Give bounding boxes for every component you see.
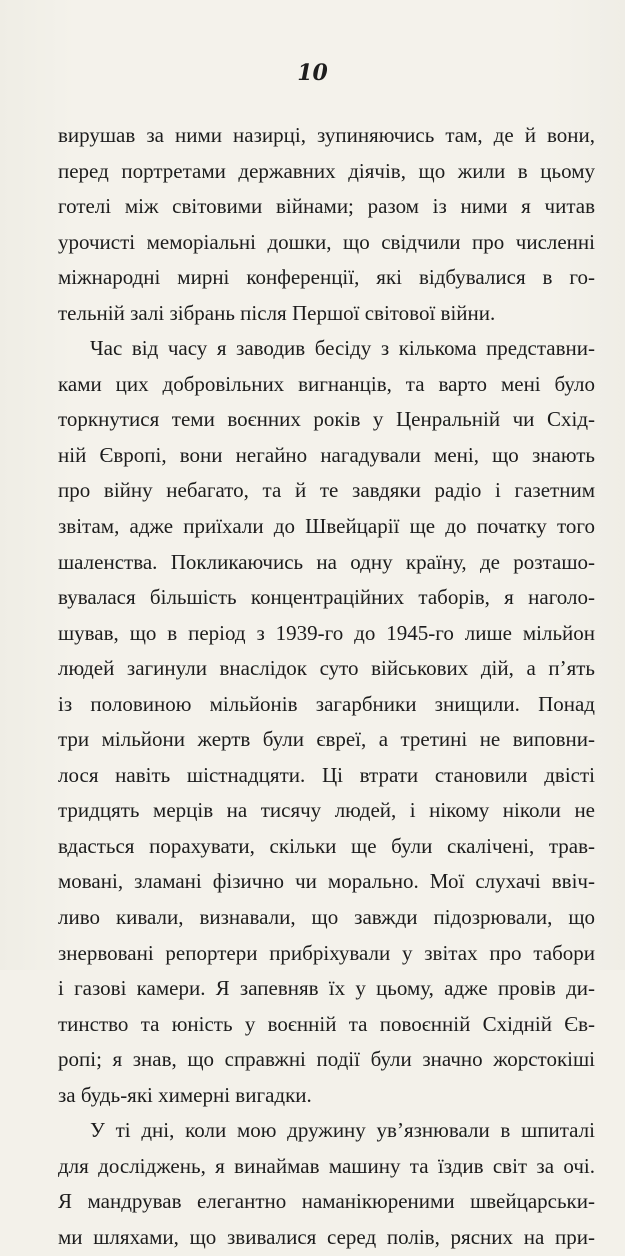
text-line: тридцять мерців на тисячу людей, і нікому ніколи не — [58, 798, 595, 823]
text-line: за будь-які химерні вигадки. — [58, 1082, 312, 1107]
text-line: вирушав за ними назирці, зупиняючись там, де й вони, — [58, 123, 595, 147]
text-line: У ті дні, коли мою дружину ув’язнювали в шпиталі — [90, 1118, 595, 1143]
text-line: готелі між світовими війнами; разом із ними я читав — [58, 194, 595, 219]
text-line: звітам, адже приїхали до Швейцарії ще до початку того — [58, 514, 595, 539]
text-line: людей загинули внаслідок суто військових дій, а п’ять — [58, 656, 595, 681]
text-line: ропі; я знав, що справжні події були значно жорстокіші — [58, 1047, 595, 1072]
text-line: Час від часу я заводив бесіду з кількома представни- — [90, 336, 595, 361]
text-line: тельній залі зібрань після Першої світової війни. — [58, 300, 496, 325]
text-line: торкнутися теми воєнних років у Ценральній чи Схід- — [58, 407, 595, 432]
text-line: мовані, зламані фізично чи морально. Мої слухачі ввіч- — [58, 869, 595, 894]
text-line: три мільйони жертв були євреї, а третині не виповни- — [58, 727, 595, 752]
text-line: лося навіть шістнадцяти. Ці втрати становили двісті — [58, 762, 595, 787]
text-line: для досліджень, я винаймав машину та їздив світ за очі. — [58, 1153, 595, 1178]
text-line: Я мандрував елегантно наманікюреними швейцарськи- — [58, 1189, 595, 1214]
text-line: про війну небагато, та й те завдяки радіо і газетним — [58, 478, 595, 503]
text-line: і газові камери. Я запевняв їх у цьому, адже провів ди- — [58, 976, 595, 1001]
body-text — [58, 118, 595, 1256]
text-line: вдасться порахувати, скільки ще були скалічені, трав- — [58, 833, 595, 858]
page-number: 10 — [297, 60, 328, 86]
text-line: шував, що в період з 1939-го до 1945-го лише мільйон — [58, 620, 595, 645]
text-line: міжнародні мирні конференції, які відбувалися в го- — [58, 265, 595, 290]
text-line: вувалася більшість концентраційних таборів, я наголо- — [58, 585, 595, 610]
text-line: шаленства. Покликаючись на одну країну, де розташо- — [58, 549, 595, 574]
text-line: ками цих добровільних вигнанців, та варто мені було — [58, 371, 595, 396]
text-line: знервовані репортери прибріхували у звітах про табори — [58, 940, 595, 965]
text-line: ми шляхами, що звивалися серед полів, рясних на при- — [58, 1224, 595, 1249]
text-line: урочисті меморіальні дошки, що свідчили про численні — [58, 229, 595, 254]
text-line: тинство та юність у воєнній та повоєнній Східній Єв- — [58, 1011, 595, 1036]
text-line: ній Європі, вони негайно нагадували мені, що знають — [58, 442, 595, 467]
text-line: перед портретами державних діячів, що жили в цьому — [58, 158, 595, 183]
text-line: ливо кивали, визнавали, що завжди підозрювали, що — [58, 905, 595, 930]
text-line: із половиною мільйонів загарбники знищили. Понад — [58, 691, 595, 716]
